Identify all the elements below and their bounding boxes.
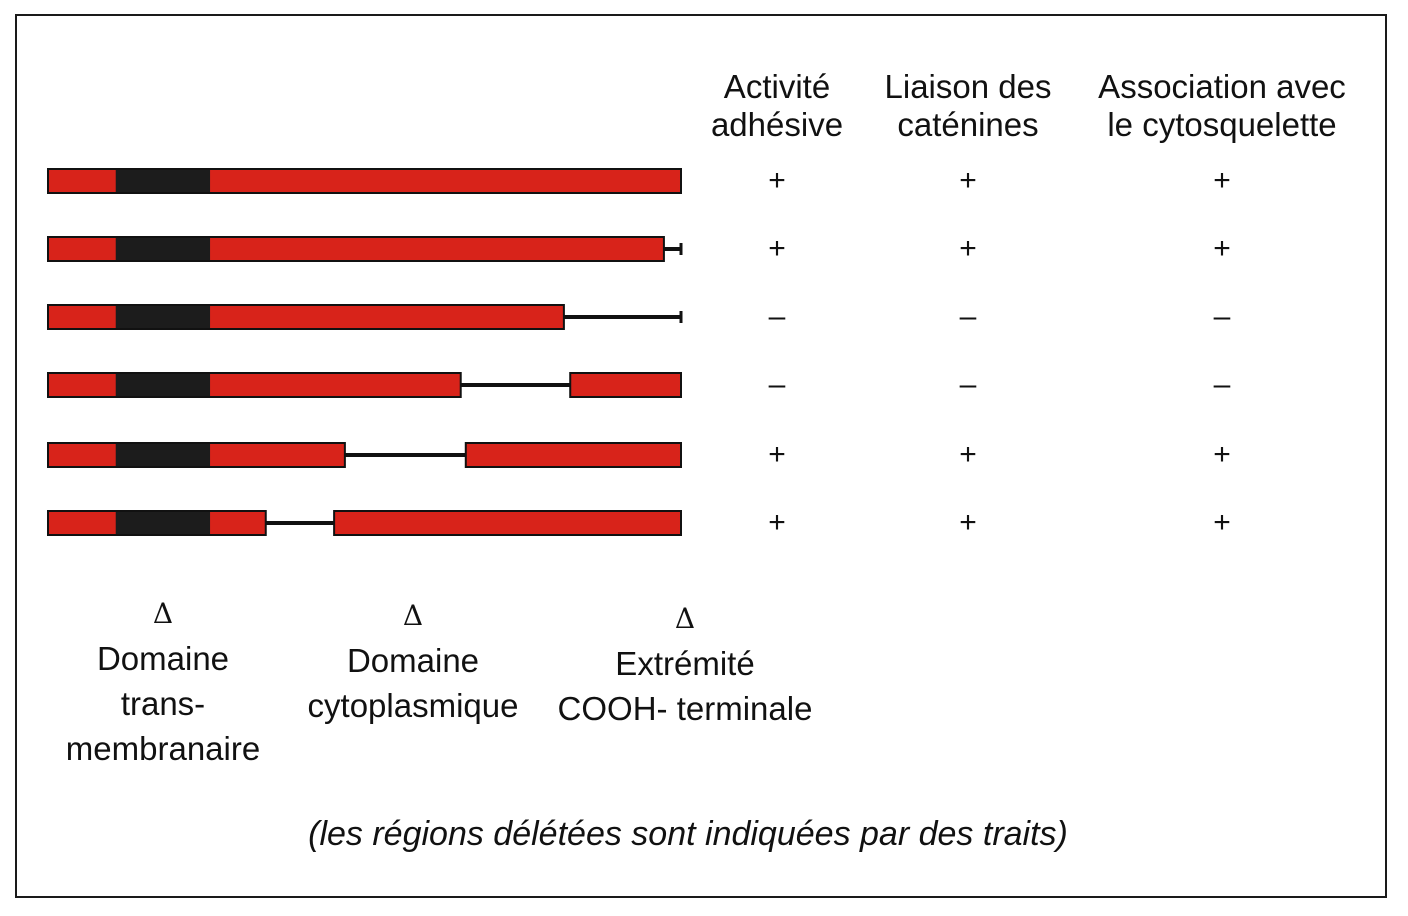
column-header-line: Activité xyxy=(723,68,831,105)
construct-bar xyxy=(48,169,681,193)
delta-symbol: Δ xyxy=(402,599,424,632)
domain-label-line: cytoplasmique xyxy=(307,687,519,724)
domain-label-cooh-terminal xyxy=(558,601,813,731)
construct-bar xyxy=(48,305,681,329)
domain-label-line: COOH- terminale xyxy=(557,690,813,727)
transmembrane-segment xyxy=(116,237,210,261)
result-symbol: + xyxy=(959,164,977,197)
domain-label-line: membranaire xyxy=(65,730,261,767)
result-symbol: – xyxy=(768,368,786,401)
construct-bar xyxy=(48,443,681,467)
transmembrane-segment xyxy=(116,305,210,329)
column-header-line: Association avec xyxy=(1098,68,1346,105)
column-header-line: Liaison des xyxy=(884,68,1052,105)
protein-segment xyxy=(334,511,681,535)
result-symbol: + xyxy=(1213,438,1231,471)
construct-bar xyxy=(48,237,681,261)
delta-symbol: Δ xyxy=(152,597,174,630)
result-symbol: + xyxy=(768,506,786,539)
column-header-line: le cytosquelette xyxy=(1107,106,1337,143)
result-symbol: + xyxy=(959,232,977,265)
domain-label-line: Domaine xyxy=(346,642,480,679)
result-symbol: + xyxy=(1213,232,1231,265)
domain-label-transmembrane xyxy=(66,596,260,771)
caption: (les régions délétées sont indiquées par des traits) xyxy=(308,815,1068,853)
construct-bar xyxy=(48,373,681,397)
result-symbol: – xyxy=(1213,368,1231,401)
result-symbol: + xyxy=(959,438,977,471)
construct-bar xyxy=(48,511,681,535)
domain-label-line: Extrémité xyxy=(615,645,755,682)
domain-label-line: trans- xyxy=(120,685,206,722)
result-symbol: + xyxy=(768,164,786,197)
delta-symbol: Δ xyxy=(674,602,696,635)
column-header-line: caténines xyxy=(897,106,1039,143)
protein-segment xyxy=(466,443,681,467)
transmembrane-segment xyxy=(116,169,210,193)
result-symbol: + xyxy=(1213,506,1231,539)
result-symbol: – xyxy=(768,300,786,333)
result-symbol: – xyxy=(959,300,977,333)
result-symbol: – xyxy=(959,368,977,401)
domain-label-line: Domaine xyxy=(96,640,230,677)
result-symbol: + xyxy=(959,506,977,539)
transmembrane-segment xyxy=(116,443,210,467)
result-symbol: + xyxy=(768,438,786,471)
result-symbol: + xyxy=(1213,164,1231,197)
transmembrane-segment xyxy=(116,511,210,535)
result-symbol: – xyxy=(1213,300,1231,333)
column-header-line: adhésive xyxy=(710,106,844,143)
protein-segment xyxy=(570,373,681,397)
domain-label-cytoplasmic xyxy=(308,598,519,728)
protein-segment xyxy=(48,373,461,397)
result-symbol: + xyxy=(768,232,786,265)
transmembrane-segment xyxy=(116,373,210,397)
